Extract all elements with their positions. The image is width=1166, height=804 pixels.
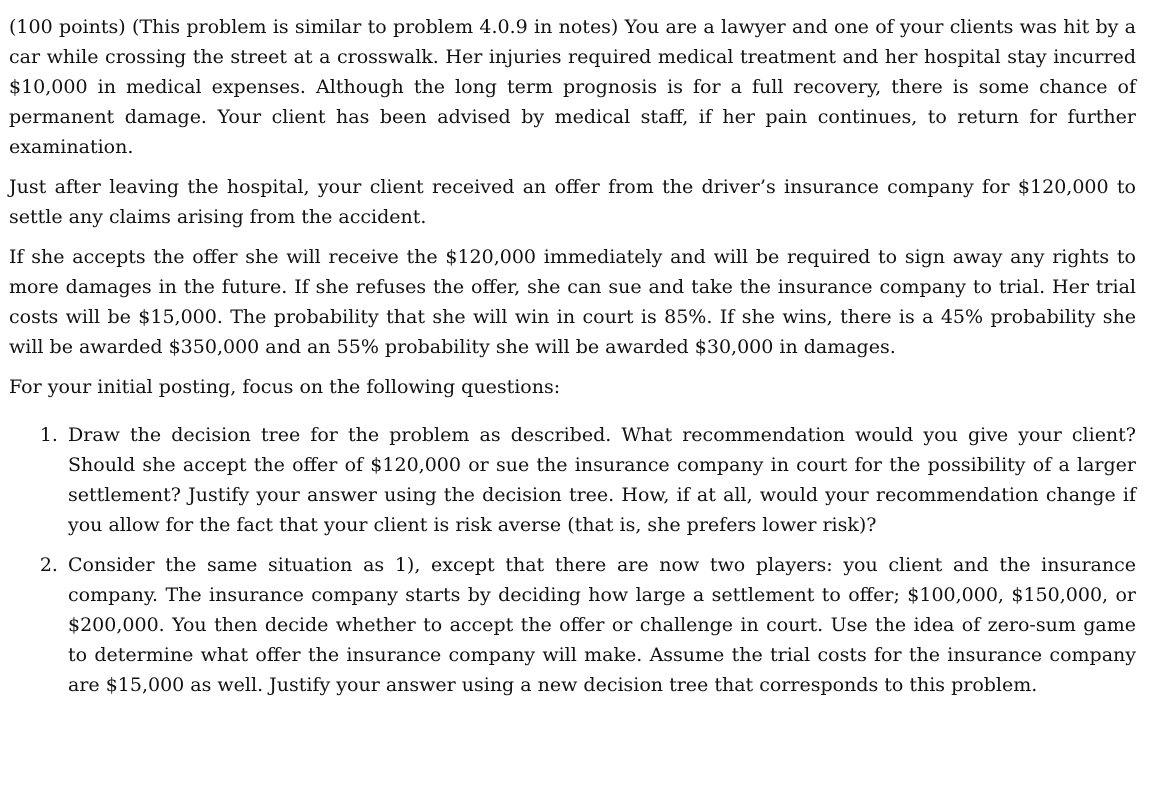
- trial-details-paragraph: If she accepts the offer she will receive the $120,000 immediately and will be required to sign away any rights to more damages in the future. If she refuses the offer, she can sue and take the insurance company to trial. Her trial costs will be $15,000. The probability that she will win in court is 85%. If she wins, there is a 45% probability she will be awarded $350,000 and an 55% probability she will be awarded $30,000 in damages.: [9, 246, 1136, 358]
- insurance-offer-paragraph: Just after leaving the hospital, your client received an offer from the driver’s insurance company for $120,000 to settle any claims arising from the accident.: [9, 176, 1136, 228]
- question-list: [9, 420, 1136, 700]
- question-item: 1. Draw the decision tree for the problem as described. What recommendation would you give your client? Should she accept the offer of $120,000 or sue the insurance company in court for the possibility of a larger settlement? Justify your answer using the decision tree. How, if at all, would your recommendation change if you allow for the fact that your client is risk averse (that is, she prefers lower risk)?: [64, 420, 1136, 540]
- questions-intro: For your initial posting, focus on the following questions:: [9, 376, 561, 398]
- question-item: 2. Consider the same situation as 1), except that there are now two players: you client and the insurance company. The insurance company starts by deciding how large a settlement to offer; $100,000, $150,000, or $200,000. You then decide whether to accept the offer or challenge in court. Use the idea of zero-sum game to determine what offer the insurance company will make. Assume the trial costs for the insurance company are $15,000 as well. Justify your answer using a new decision tree that corresponds to this problem.: [64, 550, 1136, 700]
- problem-intro-paragraph: (100 points) (This problem is similar to problem 4.0.9 in notes) You are a lawyer and one of your clients was hit by a car while crossing the street at a crosswalk. Her injuries required medical treatment and her hospital stay incurred $10,000 in medical expenses. Although the long term prognosis is for a full recovery, there is some chance of permanent damage. Your client has been advised by medical staff, if her pain continues, to return for further examination.: [9, 16, 1136, 158]
